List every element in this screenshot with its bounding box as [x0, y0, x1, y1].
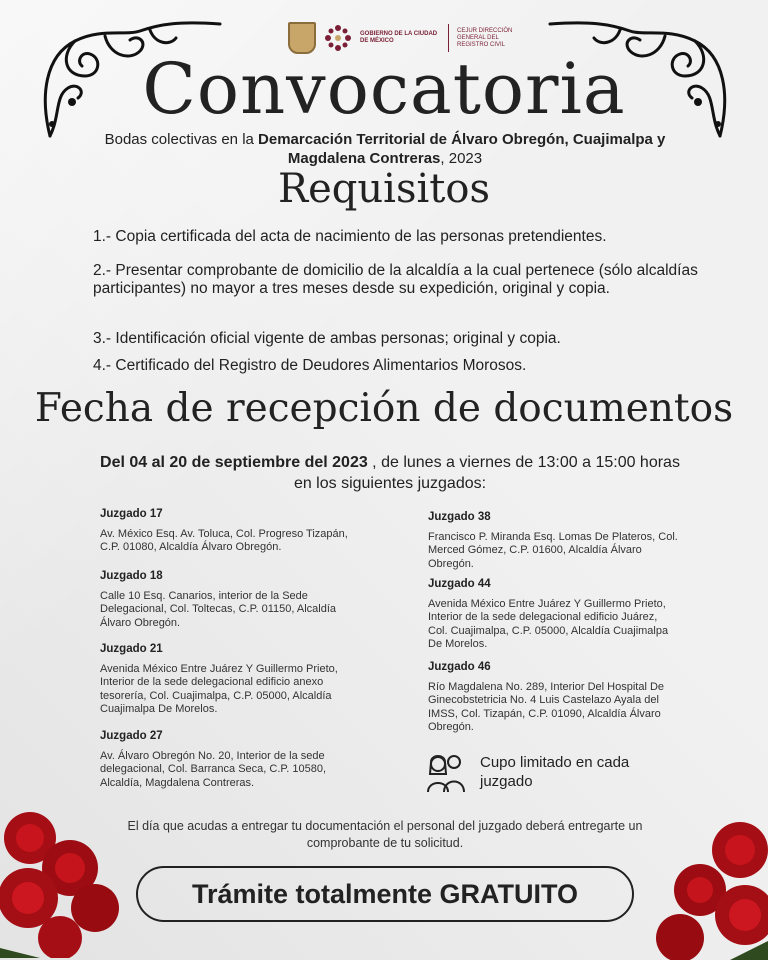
subtitle-prefix: Bodas colectivas en la: [104, 131, 259, 148]
requirement-item: 1.- Copia certificada del acta de nacimiento de las personas pretendientes.: [93, 228, 607, 245]
requirements-heading: Requisitos: [278, 166, 490, 212]
subtitle-suffix: , 2023: [440, 150, 483, 167]
court-item: [100, 508, 350, 555]
court-item: [100, 643, 370, 717]
court-name: Juzgado 38: [428, 511, 491, 523]
limited-capacity-text: Cupo limitado en cada juzgado: [480, 754, 630, 790]
court-name: Juzgado 46: [428, 661, 491, 673]
court-name: Juzgado 21: [100, 643, 163, 655]
court-name: Juzgado 27: [100, 730, 163, 742]
requirement-item: 4.- Certificado del Registro de Deudores Alimentarios Morosos.: [93, 357, 527, 374]
requirement-item: 3.- Identificación oficial vigente de ambas personas; original y copia.: [93, 330, 561, 347]
court-name: Juzgado 18: [100, 570, 163, 582]
rose-icon: [640, 810, 768, 960]
reception-dates-rest: , de lunes a viernes de 13:00 a 15:00 horas en los siguientes juzgados:: [293, 454, 680, 492]
page-title: Convocatoria: [142, 48, 626, 130]
free-procedure-badge: Trámite totalmente GRATUITO: [136, 866, 634, 922]
subtitle: [80, 130, 690, 168]
reception-dates: [90, 452, 690, 494]
logo-text-gobierno: GOBIERNO DE LA CIUDAD DE MÉXICO: [360, 31, 438, 44]
court-address: Calle 10 Esq. Canarios, interior de la Sede Delegacional, Col. Toltecas, C.P. 01150, Alcaldía Álvaro Obregón.: [100, 589, 337, 629]
court-address: Avenida México Entre Juárez Y Guillermo Prieto, Interior de la sede delegacional edificio Juárez, Col. Cuajimalpa, C.P. 05000, Alcaldía Cuajimalpa De Morelos.: [428, 597, 669, 650]
court-item: [428, 661, 688, 735]
court-address: Río Magdalena No. 289, Interior Del Hospital De Ginecobstetricia No. 4 Luis Castelazo Ayala del IMSS, Col. Tizapán, C.P. 01090, Alcaldía Álvaro Obregón.: [428, 680, 665, 733]
court-name: Juzgado 17: [100, 508, 163, 520]
subtitle-bold: Demarcación Territorial de Álvaro Obregón, Cuajimalpa y Magdalena Contreras: [258, 131, 666, 167]
logo-text-cejur: CEJUR DIRECCIÓN GENERAL DEL REGISTRO CIVIL: [457, 27, 513, 48]
reception-dates-bold: Del 04 al 20 de septiembre del 2023: [100, 454, 368, 471]
requirement-item: 2.- Presentar comprobante de domicilio de la alcaldía a la cual pertenece (sólo alcaldías participantes) no mayor a tres meses desde su expedición, original y copia.: [93, 262, 698, 297]
reception-heading: Fecha de recepción de documentos: [34, 386, 734, 431]
court-address: Av. Álvaro Obregón No. 20, Interior de la sede delegacional, Col. Barranca Seca, C.P. 10580, Alcaldía, Magdalena Contreras.: [100, 749, 327, 789]
court-item: [428, 578, 678, 652]
court-address: Francisco P. Miranda Esq. Lomas De Plateros, Col. Merced Gómez, C.P. 01600, Alcaldía Álvaro Obregón.: [428, 530, 678, 570]
court-item: [100, 730, 350, 790]
court-name: Juzgado 44: [428, 578, 491, 590]
limited-capacity: [422, 748, 682, 796]
couple-icon: [422, 750, 470, 794]
court-address: Av. México Esq. Av. Toluca, Col. Progreso Tizapán, C.P. 01080, Alcaldía Álvaro Obregón.: [100, 527, 348, 553]
court-item: [428, 511, 678, 571]
court-address: Avenida México Entre Juárez Y Guillermo Prieto, Interior de la sede delegacional edificio anexo tesorería, Col. Cuajimalpa, C.P. 05000, Alcaldía Cuajimalpa De Morelos.: [100, 662, 338, 715]
court-item: [100, 570, 350, 630]
receipt-note: El día que acudas a entregar tu documentación el personal del juzgado deberá entregarte un comprobante de tu solicitud.: [127, 819, 643, 850]
rose-icon: [0, 808, 130, 958]
